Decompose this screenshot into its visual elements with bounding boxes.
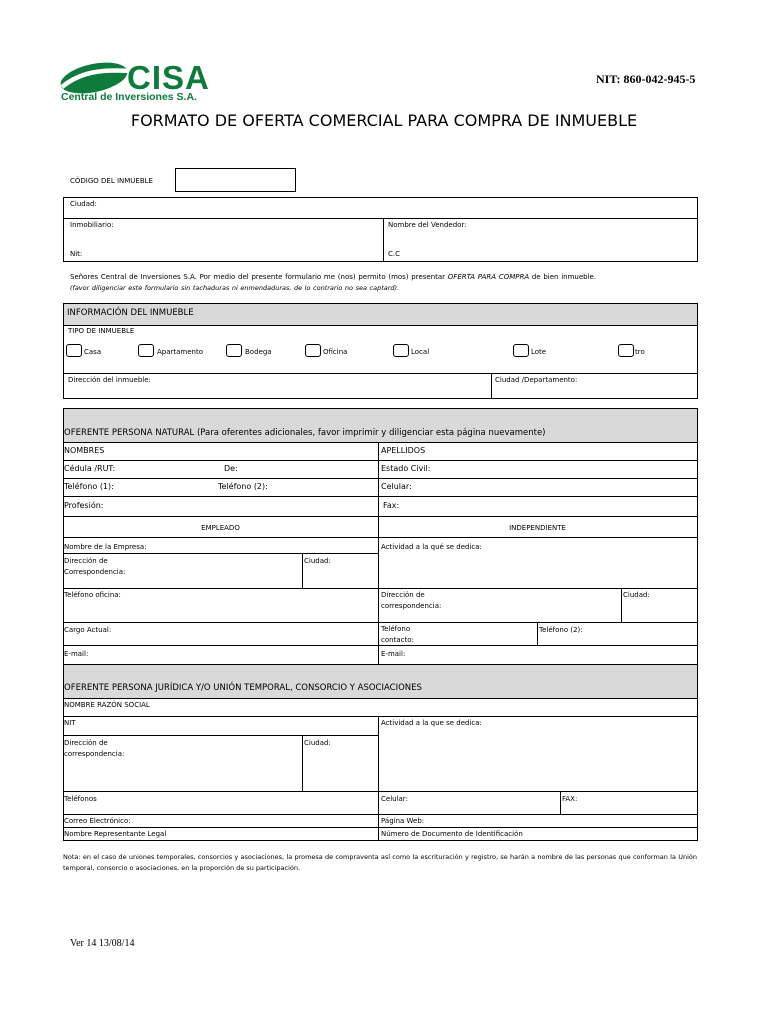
empleado-ciudad-label: Ciudad:	[304, 557, 331, 565]
nota-text: Nota: en el caso de uniones temporales, consorcios y asociaciones, la promesa de compraventa así como la escrituración y registro, se harán a nombre de las personas que conforman la Unión temporal, consorcio o asociaciones, en la proporción de su participación.	[63, 853, 697, 872]
grid-line	[378, 716, 379, 840]
codigo-input-box[interactable]	[175, 168, 296, 192]
grid-line	[63, 827, 698, 828]
grid-line	[302, 735, 303, 791]
checkbox-otro[interactable]	[618, 344, 634, 357]
grid-line	[63, 645, 698, 646]
independiente-header: INDEPENDIENTE	[509, 524, 566, 532]
grid-line	[63, 516, 698, 517]
juridica-ciudad-label: Ciudad:	[304, 739, 331, 747]
juridica-nit-label: NIT	[64, 719, 76, 727]
checkbox-oficina[interactable]	[305, 344, 321, 357]
tipo-inmueble-label: TIPO DE INMUEBLE	[68, 327, 135, 335]
checkbox-label-apartamento: Apartamento	[157, 348, 204, 356]
grid-line	[63, 442, 698, 443]
grid-line	[63, 478, 698, 479]
checkbox-label-lote: Lote	[531, 348, 547, 356]
grid-line	[63, 460, 698, 461]
cedula-label: Cédula /RUT:	[64, 464, 116, 473]
codigo-label: CÓDIGO DEL INMUEBLE	[70, 177, 153, 185]
independiente-actividad-label: Actividad a la qué se dedica:	[381, 543, 482, 551]
grid-line	[63, 664, 698, 665]
checkbox-lote[interactable]	[513, 344, 529, 357]
form-title: FORMATO DE OFERTA COMERCIAL PARA COMPRA DE INMUEBLE	[130, 111, 638, 130]
independiente-direccion-label: Dirección de correspondencia:	[381, 591, 442, 610]
grid-line	[63, 325, 698, 326]
company-nit: NIT: 860-042-945-5	[596, 72, 696, 86]
checkbox-label-oficina: Oficina	[323, 348, 348, 356]
grid-line	[63, 814, 698, 815]
grid-line	[63, 588, 698, 589]
telefono-contacto-label: Teléfono contacto:	[381, 625, 414, 644]
checkbox-label-bodega: Bodega	[245, 348, 272, 356]
razon-social-label: NOMBRE RAZÓN SOCIAL	[64, 701, 150, 709]
grid-line	[63, 373, 698, 374]
checkbox-bodega[interactable]	[226, 344, 242, 357]
grid-line	[383, 218, 384, 261]
juridica-direccion-label: Dirección de correspondencia:	[64, 739, 125, 758]
juridica-actividad-label: Actividad a la que se dedica:	[381, 719, 482, 727]
representante-label: Nombre Representante Legal	[64, 830, 167, 838]
ciudad-departamento-label: Ciudad /Departamento:	[495, 376, 578, 384]
grid-line	[63, 735, 378, 736]
grid-line	[63, 622, 698, 623]
ciudad-label: Ciudad:	[70, 200, 97, 208]
profesion-label: Profesión:	[64, 501, 104, 510]
apellidos-label: APELLIDOS	[381, 446, 426, 455]
inmueble-header: INFORMACIÓN DEL INMUEBLE	[67, 308, 194, 318]
cargo-actual-label: Cargo Actual:	[64, 626, 112, 634]
intro-text-emphasis: OFERTA PARA COMPRA	[447, 273, 530, 281]
inmobiliario-label: Inmobiliario:	[70, 221, 114, 229]
intro-text-after: de bien inmueble.	[531, 273, 597, 281]
checkbox-casa[interactable]	[66, 344, 82, 357]
juridica-celular-label: Celular:	[381, 795, 408, 803]
grid-line	[63, 553, 378, 554]
grid-line	[63, 716, 698, 717]
nombres-label: NOMBRES	[64, 446, 105, 455]
grid-line	[302, 553, 303, 588]
persona-natural-header: OFERENTE PERSONA NATURAL (Para oferentes adicionales, favor imprimir y diligenciar esta página nuevamente)	[64, 428, 546, 438]
celular-label: Celular:	[381, 482, 412, 491]
grid-line	[63, 791, 698, 792]
checkbox-local[interactable]	[393, 344, 409, 357]
persona-juridica-header: OFERENTE PERSONA JURÍDICA Y/O UNIÓN TEMPORAL, CONSORCIO Y ASOCIACIONES	[64, 683, 422, 693]
version-label: Ver 14 13/08/14	[70, 938, 135, 949]
independiente-telefono-2-label: Teléfono (2):	[539, 626, 583, 634]
telefono-1-label: Teléfono (1):	[64, 482, 114, 491]
de-label: De:	[224, 464, 238, 473]
intro-text-before: Señores Central de Inversiones S.A. Por medio del presente formulario me (nos) permito (mos) presentar	[70, 273, 446, 281]
pagina-web-label: Página Web:	[381, 817, 425, 825]
empleado-direccion-label: Dirección de Correspondencia:	[64, 557, 126, 576]
independiente-ciudad-label: Ciudad:	[623, 591, 650, 599]
checkbox-label-otro: tro	[635, 348, 645, 356]
telefonos-label: Teléfonos	[64, 795, 97, 803]
grid-line	[560, 791, 561, 814]
grid-line	[63, 698, 698, 699]
grid-line	[378, 442, 379, 664]
grid-line	[63, 496, 698, 497]
intro-text	[70, 273, 596, 281]
correo-label: Correo Electrónico:	[64, 817, 131, 825]
nombre-empresa-label: Nombre de la Empresa:	[64, 543, 147, 551]
grid-line	[621, 588, 622, 622]
checkbox-label-local: Local	[411, 348, 430, 356]
documento-label: Número de Documento de Identificación	[381, 830, 523, 838]
logo-tagline: Central de Inversiones S.A.	[61, 91, 197, 103]
checkbox-apartamento[interactable]	[138, 344, 154, 357]
fax-label: Fax:	[383, 501, 400, 510]
checkbox-label-casa: Casa	[84, 348, 102, 356]
grid-line	[491, 373, 492, 398]
independiente-email-label: E-mail:	[381, 650, 406, 658]
juridica-fax-label: FAX:	[562, 795, 578, 803]
grid-line	[63, 537, 698, 538]
vendor-cc-label: C.C	[388, 250, 401, 258]
vendor-nit-label: Nit:	[70, 250, 83, 258]
grid-line	[63, 218, 698, 219]
vendor-box	[63, 197, 698, 262]
direccion-inmueble-label: Dirección del inmueble:	[68, 376, 151, 384]
intro-note: (favor diligenciar este formulario sin tachaduras ni enmendaduras, de lo contrario no sea captard).	[70, 284, 400, 292]
nombre-vendedor-label: Nombre del Vendedor:	[388, 221, 467, 229]
telefono-oficina-label: Teléfono oficina:	[64, 591, 121, 599]
grid-line	[537, 622, 538, 645]
estado-civil-label: Estado Civil:	[381, 464, 431, 473]
telefono-2-label: Teléfono (2):	[218, 482, 268, 491]
logo-name: CISA	[127, 59, 210, 96]
empleado-header: EMPLEADO	[201, 524, 240, 532]
empleado-email-label: E-mail:	[64, 650, 89, 658]
